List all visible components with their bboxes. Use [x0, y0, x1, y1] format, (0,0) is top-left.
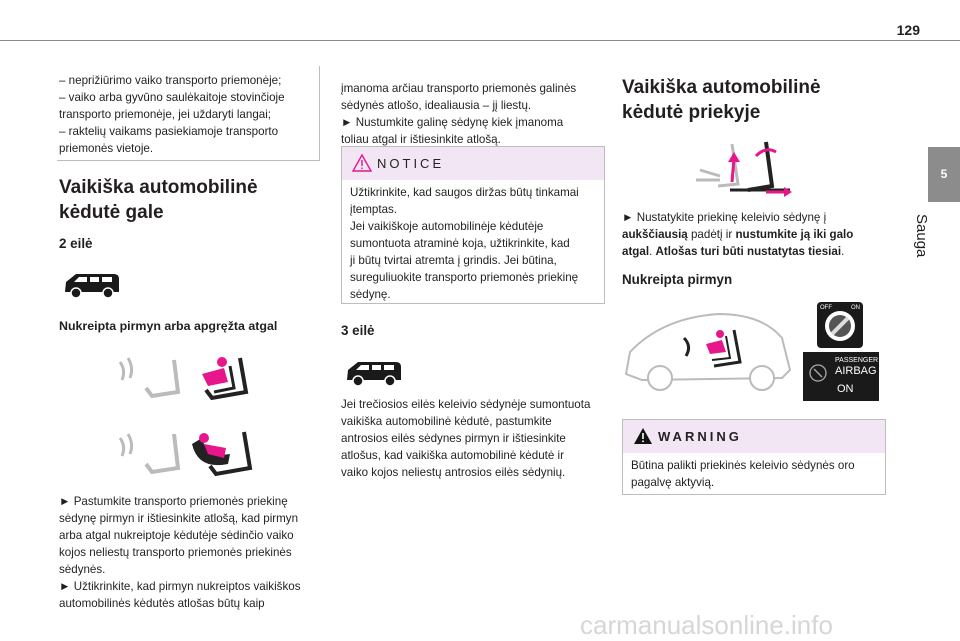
box-line: priemonės vietoje. [59, 142, 154, 155]
header-rule [0, 40, 960, 41]
airbag-indicator-icon [809, 364, 827, 382]
airbag-state: ON [837, 383, 854, 395]
notice-title: NOTICE [377, 156, 445, 171]
airbag-switch[interactable] [817, 302, 863, 348]
warning-box: WARNING Būtina palikti priekinės keleivio sėdynės oro pagalvę aktyvią. [622, 419, 886, 495]
page-number: 129 [896, 22, 920, 38]
section-tab[interactable]: 5 [928, 147, 960, 202]
van-icon [344, 358, 404, 388]
rear-instructions-continued: įmanoma arčiau transporto priemonės galinės sėdynės atlošo, idealiausia – jį liestų. ► Nustumkite galinę sėdynę kiek įmanoma toliau atgal ir ištiesinkite atlošą. [341, 82, 577, 146]
passenger-airbag-indicator [803, 352, 879, 401]
warning-header [623, 420, 885, 453]
sub-heading-forward-front: Nukreipta pirmyn [622, 272, 733, 287]
notice-box: NOTICE Užtikrinkite, kad saugos diržas būtų tinkamai įtemptas. Jei vaikiškoje automobilinėje kėdutėje sumontuota atraminė koja, užtikrinkite, kad ji būtų tvirtai atremta į grindis. Jei būtina, sureguliuokite transporto priemonės priekinę sėdynę. [341, 146, 605, 304]
box-line: – raktelių vaikams pasiekiamoje transporto [59, 125, 279, 138]
row-label-3: 3 eilė [341, 323, 375, 338]
section-heading-front: Vaikiška automobilinė kėdutė priekyje [622, 77, 821, 123]
van-icon [62, 270, 122, 300]
front-seat-adjust-illustration [690, 136, 794, 200]
car-front-seat-illustration [622, 308, 792, 398]
airbag-label-line2: AIRBAG [835, 365, 877, 377]
switch-on-label: ON [851, 305, 860, 311]
warning-list-box [57, 66, 320, 161]
rear-instructions: ► Pastumkite transporto priemonės priekinę sėdynę pirmyn ir ištiesinkite atlošą, kad pirmyn arba atgal nukreiptoje kėdutėje sėdinčio vaiko kojos neliestų transporto priemonės priekinės sėdynės. ► Užtikrinkite, kad pirmyn nukreiptos vaikiškos automobilinės kėdutės atlošas būtų kaip [59, 495, 301, 610]
airbag-label-line1: PASSENGER [835, 357, 879, 364]
switch-off-label: OFF [820, 305, 832, 311]
box-line: – vaiko arba gyvūno saulėkaitoje stovinčioje [59, 91, 285, 104]
warning-title: WARNING [658, 429, 742, 444]
section-heading-rear: Vaikiška automobilinė kėdutė gale [59, 177, 258, 223]
child-seat-forward-illustration [112, 352, 258, 412]
warning-triangle-icon [352, 154, 372, 172]
sub-heading-forward-rear: Nukreipta pirmyn arba apgręžta atgal [59, 319, 278, 333]
box-line: – neprižiūrimo vaiko transporto priemonėje; [59, 74, 282, 87]
child-seat-rearward-illustration [112, 424, 258, 488]
row3-instructions: Jei trečiosios eilės keleivio sėdynėje sumontuota vaikiška automobilinė kėdutė, pastumkite antrosios eilės sėdynes pirmyn ir ištiesinkite atlošus, kad vaikiška automobilinė kėdutė ir vaiko kojos neliestų antrosios eilės sėdynių. [341, 398, 591, 479]
section-label: Sauga [913, 214, 930, 258]
front-instructions: ► Nustatykite priekinę keleivio sėdynę į aukščiausią padėtį ir nustumkite ją iki galo atgal. Atlošas turi būti nustatytas tiesiai. [622, 211, 854, 258]
box-line: transporto priemonėje, jei uždaryti langai; [59, 108, 272, 121]
row-label-2: 2 eilė [59, 236, 93, 251]
watermark: carmanualsonline.info [580, 610, 833, 640]
notice-header [342, 147, 604, 180]
warning-triangle-icon [633, 427, 653, 445]
